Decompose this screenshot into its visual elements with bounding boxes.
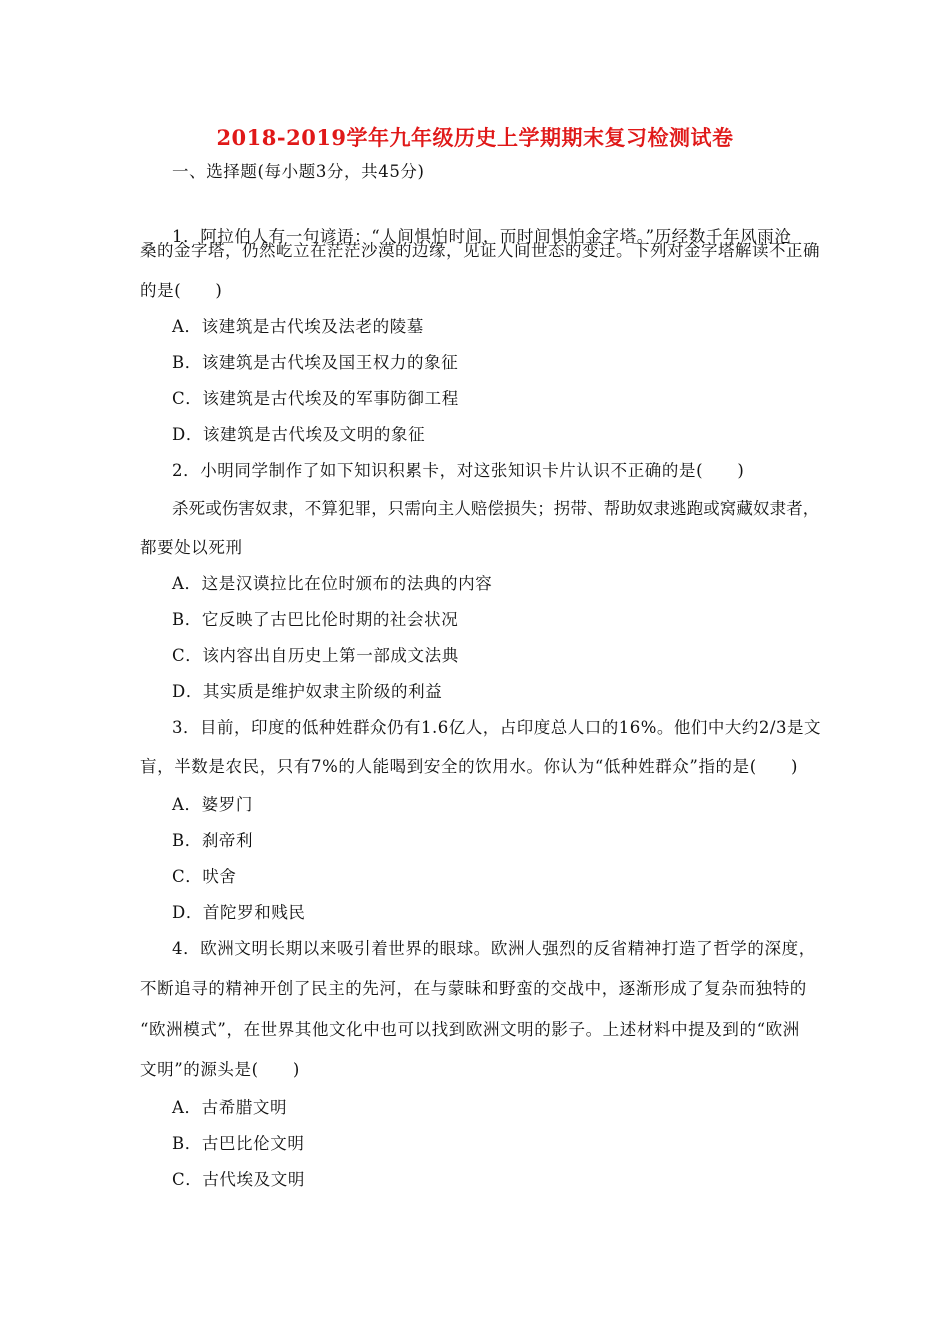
q3-option-a: A．婆罗门 xyxy=(172,795,253,814)
q4-stem-line4: 文明”的源头是( ) xyxy=(140,1060,300,1079)
q3-option-d: D．首陀罗和贱民 xyxy=(172,903,306,922)
exam-title: 2018-2019学年九年级历史上学期期末复习检测试卷 xyxy=(216,125,734,150)
q2-card-line2: 都要处以死刑 xyxy=(140,538,243,557)
q3-stem-line1: 3．目前，印度的低种姓群众仍有1.6亿人，占印度总人口的16%。他们中大约2/3是文 xyxy=(172,718,821,737)
q2-stem-line1: 2．小明同学制作了如下知识积累卡，对这张知识卡片认识不正确的是( ) xyxy=(172,461,745,480)
q2-card-line1: 杀死或伤害奴隶，不算犯罪，只需向主人赔偿损失；拐带、帮助奴隶逃跑或窝藏奴隶者， xyxy=(172,499,820,518)
q1-option-c: C．该建筑是古代埃及的军事防御工程 xyxy=(172,389,459,408)
q2-option-b: B．它反映了古巴比伦时期的社会状况 xyxy=(172,610,459,629)
q4-option-b: B．古巴比伦文明 xyxy=(172,1134,305,1153)
q4-stem-line1: 4．欧洲文明长期以来吸引着世界的眼球。欧洲人强烈的反省精神打造了哲学的深度， xyxy=(172,939,816,958)
q4-option-c: C．古代埃及文明 xyxy=(172,1170,305,1189)
q1-option-b: B．该建筑是古代埃及国王权力的象征 xyxy=(172,353,459,372)
q1-stem-line3: 的是( ) xyxy=(140,281,223,300)
q4-option-a: A．古希腊文明 xyxy=(172,1098,288,1117)
q2-option-c: C．该内容出自历史上第一部成文法典 xyxy=(172,646,459,665)
q2-option-a: A．这是汉谟拉比在位时颁布的法典的内容 xyxy=(172,574,493,593)
q3-option-b: B．刹帝利 xyxy=(172,831,254,850)
q2-option-d: D．其实质是维护奴隶主阶级的利益 xyxy=(172,682,443,701)
q1-stem-line1: 1．阿拉伯人有一句谚语：“人间惧怕时间，而时间惧怕金字塔。”历经数千年风雨沧 xyxy=(172,227,792,246)
q3-option-c: C．吠舍 xyxy=(172,867,237,886)
section-heading: 一、选择题(每小题3分，共45分) xyxy=(172,162,425,181)
q1-stem-line2: 桑的金字塔，仍然屹立在茫茫沙漠的边缘，见证人间世态的变迁。下列对金字塔解读不正确 xyxy=(140,241,820,260)
q1-option-a: A．该建筑是古代埃及法老的陵墓 xyxy=(172,317,424,336)
q1-option-d: D．该建筑是古代埃及文明的象征 xyxy=(172,425,426,444)
q4-stem-line2: 不断追寻的精神开创了民主的先河，在与蒙昧和野蛮的交战中，逐渐形成了复杂而独特的 xyxy=(140,979,807,998)
q3-stem-line2: 盲，半数是农民，只有7%的人能喝到安全的饮用水。你认为“低种姓群众”指的是( ) xyxy=(140,757,799,776)
q4-stem-line3: “欧洲模式”，在世界其他文化中也可以找到欧洲文明的影子。上述材料中提及到的“欧洲 xyxy=(140,1020,800,1039)
